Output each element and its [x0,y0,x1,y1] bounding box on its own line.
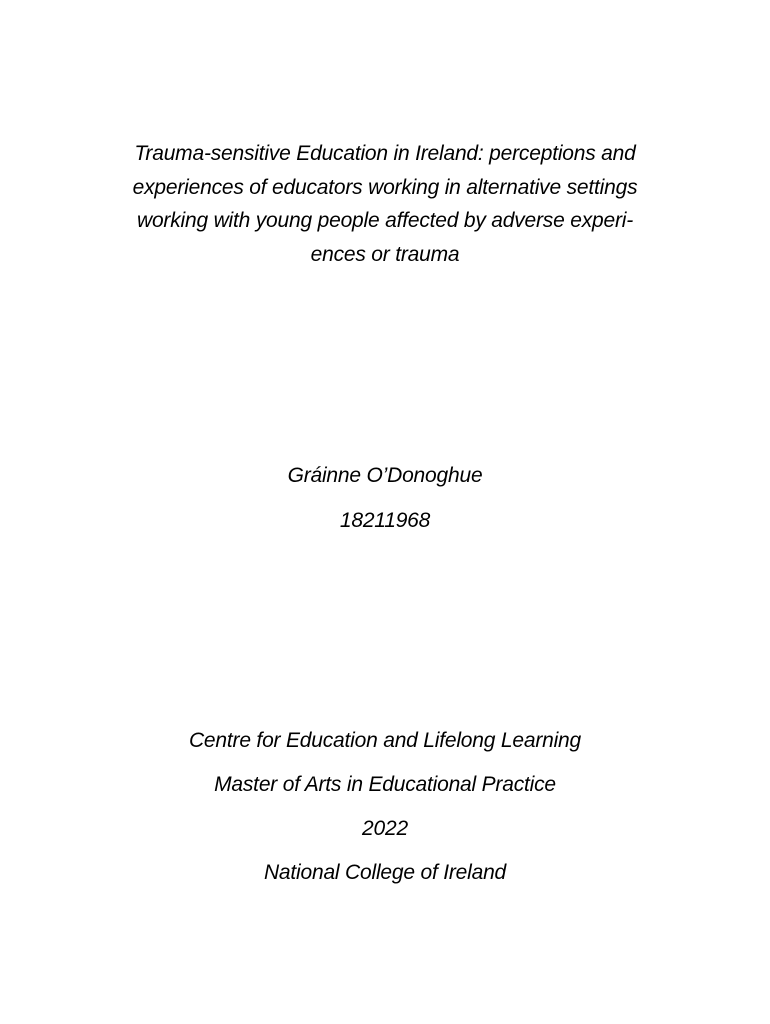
title-line-1: Trauma-sensitive Education in Ireland: perceptions and [134,142,636,165]
student-id: 18211968 [339,509,431,532]
college-name: National College of Ireland [263,861,507,884]
title-line-2: experiences of educators working in alternative settings [132,176,638,199]
programme-name: Master of Arts in Educational Practice [214,773,556,796]
title-line-3: working with young people affected by adverse experi- [136,209,634,232]
centre-name: Centre for Education and Lifelong Learning [188,729,582,752]
submission-year: 2022 [362,817,408,840]
title-line-4: ences or trauma [310,243,460,266]
author-name: Gráinne O’Donoghue [287,464,483,487]
